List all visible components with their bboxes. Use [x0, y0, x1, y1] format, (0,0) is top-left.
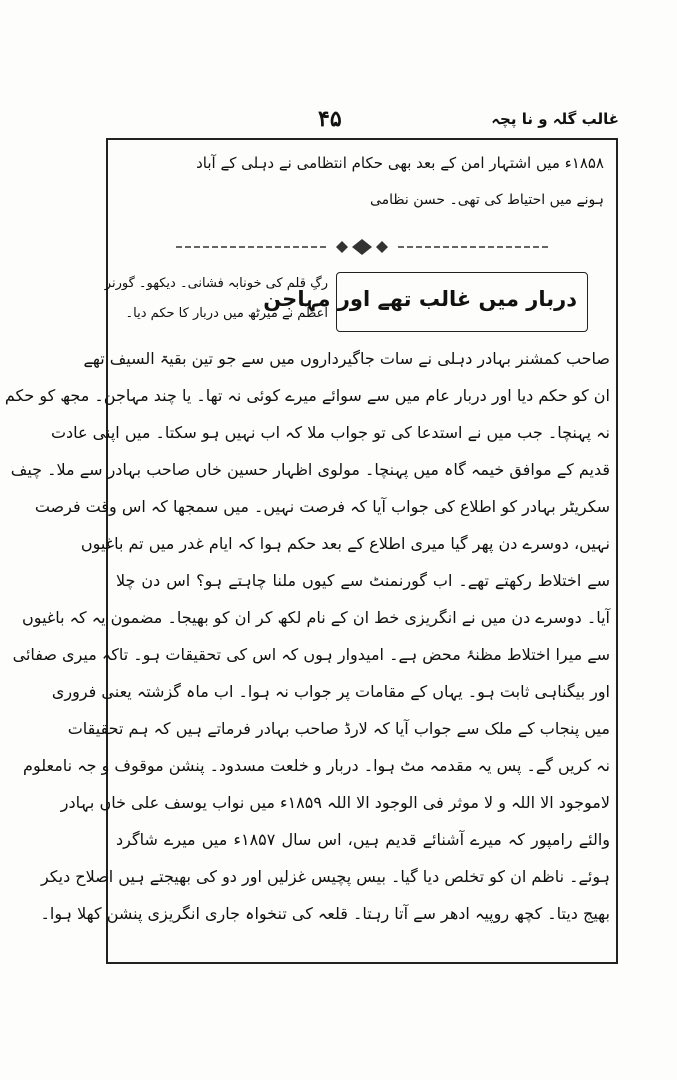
side-note	[104, 268, 328, 334]
body-line: اور بیگناہی ثابت ہو۔ یہاں کے مقامات پر جواب نہ ہوا۔ اب ماہ گزشتہ یعنی فروری	[51, 682, 610, 701]
body-line: نہ کریں گے۔ پس یہ مقدمہ مٹ ہوا۔ دربار و خلعت مسدود۔ پنشن موقوف و جہ نامعلوم	[23, 756, 610, 775]
body-line: سکریٹر بہادر کو اطلاع کی جواب آیا کہ فرصت نہیں۔ میں سمجھا کہ اس وقت فرصت	[34, 497, 610, 516]
body-line: والئے رامپور کہ میرے آشنائے قدیم ہیں، اس سال ۱۸۵۷ء میں میرے شاگرد	[116, 830, 611, 849]
note-line: ۱۸۵۸ء میں اشتہار امن کے بعد بھی حکام انتظامی نے دہلی کے آباد	[196, 154, 604, 172]
body-line: نہیں، دوسرے دن پھر گیا میری اطلاع کے بعد حکم ہوا کہ ایام غدر میں تم باغیوں	[80, 534, 610, 553]
body-line: نہ پہنچا۔ جب میں نے استدعا کی تو جواب ملا کہ اب نہیں ہو سکتا۔ میں اپنی عادت	[50, 423, 610, 442]
body-line: صاحب کمشنر بہادر دہلی نے سات جاگیرداروں میں سے جو تین بقیۃ السیف تھے	[83, 349, 610, 368]
body-line: ان کو حکم دیا اور دربار عام میں سے سوائے میرے کوئی نہ تھا۔ یا چند مہاجن۔ مجھ کو حکم	[4, 386, 610, 405]
book-title: غالب گلہ و نا پچہ	[491, 110, 619, 128]
side-note-line: اعظم نے میرٹھ میں دربار کا حکم دیا۔	[125, 306, 328, 321]
note-line: ہونے میں احتیاط کی تھی۔ حسن نظامی	[370, 192, 604, 208]
body-line: آیا۔ دوسرے دن میں نے انگریزی خط ان کے نام لکھ کر ان کو بھیجا۔ مضمون یہ کہ باغیوں	[22, 608, 610, 627]
body-line: لاموجود الا اللہ و لا موثر فی الوجود الا اللہ ۱۸۵۹ء میں نواب یوسف علی خاں بہادر	[60, 793, 610, 812]
body-line: سے میرا اختلاط مظنۂ محض ہے۔ امیدوار ہوں کہ اس کی تحقیقات ہو۔ تاکہ میری صفائی	[12, 645, 610, 664]
side-note-line: رگِ قلم کی خونابہ فشانی۔ دیکھو۔ گورنر	[104, 276, 328, 291]
body-line: قدیم کے موافق خیمہ گاہ میں پہنچا۔ مولوی اظہار حسین خاں صاحب بہادر سے ملا۔ چیف	[10, 460, 610, 479]
editor-note	[118, 150, 604, 232]
body-text	[4, 344, 611, 954]
ornamental-divider	[176, 238, 548, 256]
body-line: میں پنجاب کے ملک سے جواب آیا کہ لارڈ صاحب بہادر فرماتے ہیں کہ ہم تحقیقات	[67, 719, 610, 738]
body-line: بھیج دیتا۔ کچھ روپیہ ادھر سے آتا رہتا۔ قلعہ کی تنخواہ جاری انگریزی پنشن کھلا ہوا۔	[40, 904, 610, 923]
chapter-heading-box	[263, 272, 588, 332]
chapter-heading: دربار میں غالب تھے اور مہاجن	[263, 287, 577, 311]
page-number: ۴۵	[318, 106, 342, 132]
body-line: سے اختلاط رکھتے تھے۔ اب گورنمنٹ سے کیوں ملنا چاہتے ہو؟ اس دن چلا	[116, 571, 610, 590]
body-line: ہوئے۔ ناظم ان کو تخلص دیا گیا۔ بیس پچیس غزلیں اور دو کی بھیجتے ہیں اصلاح دیکر	[40, 867, 610, 886]
